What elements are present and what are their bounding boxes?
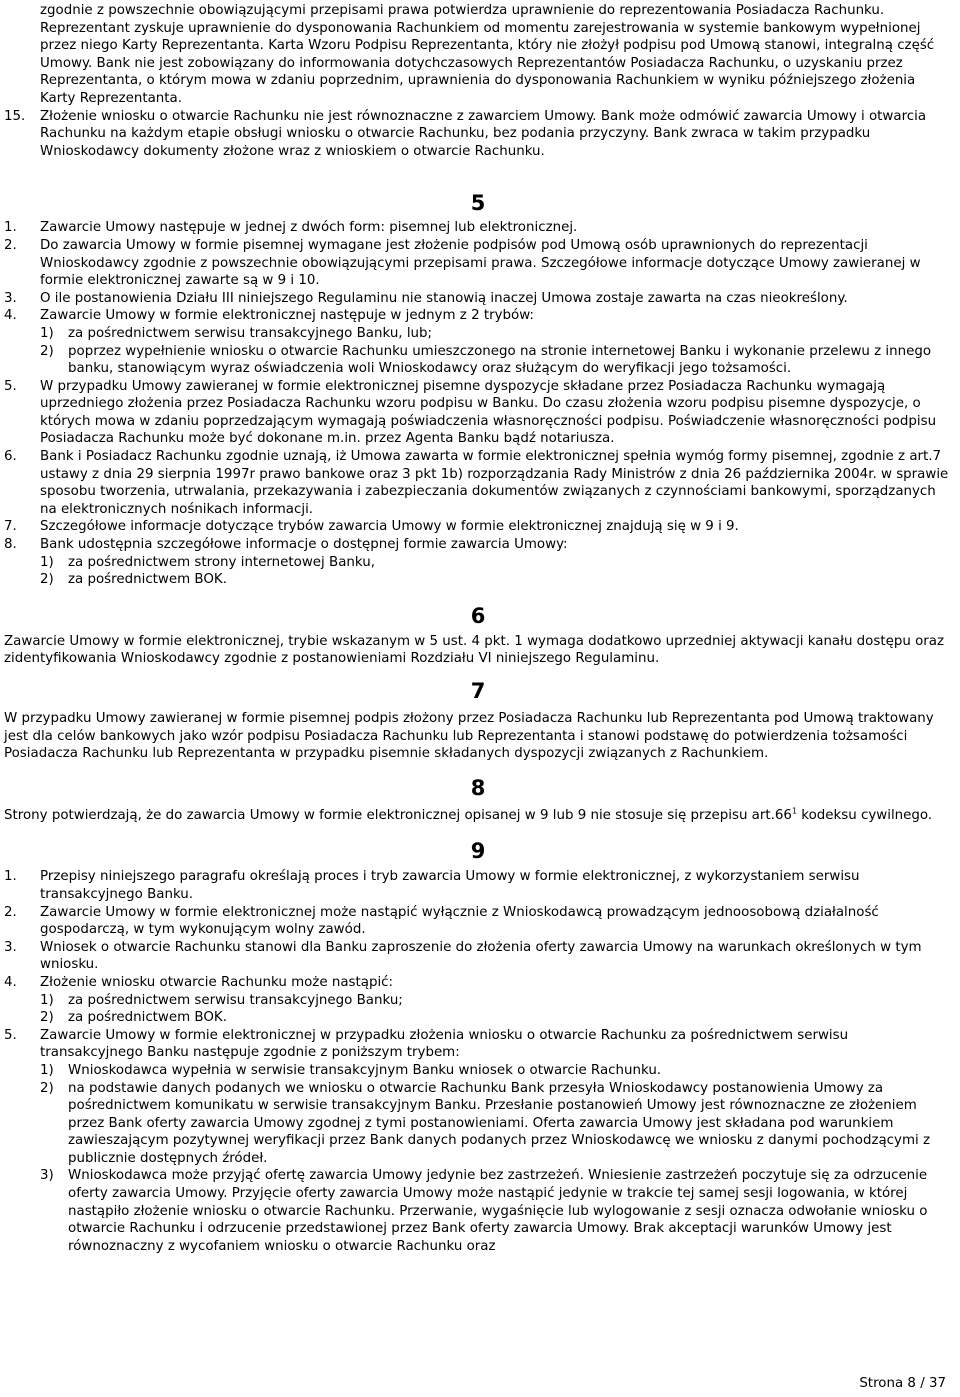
sub-item bbox=[4, 571, 952, 589]
item-text: Szczegółowe informacje dotyczące trybów zawarcia Umowy w formie elektronicznej znajdują się w 9 i 9. bbox=[40, 519, 739, 535]
sub-item bbox=[4, 1167, 952, 1255]
list-item bbox=[4, 290, 952, 308]
list-item bbox=[4, 974, 952, 992]
continuation-paragraph: zgodnie z powszechnie obowiązującymi przepisami prawa potwierdza uprawnienie do reprezentowania Posiadacza Rachunku. Reprezentant zyskuje uprawnienie do dysponowania Rachunkiem od momentu zarejestrowania w systemie bankowym wypełnionej przez niego Karty Reprezentanta. Karta Wzoru Podpisu Reprezentanta, który nie złożył podpisu pod Umową stanowi, integralną część Umowy. Bank nie jest zobowiązany do informowania dotychczasowych Reprezentantów Posiadacza Rachunku, o uzyskaniu przez Reprezentanta, o którym mowa w zdaniu poprzednim, uprawnienia do dysponowania Rachunkiem w wyniku późniejszego złożenia Karty Reprezentanta. bbox=[40, 3, 935, 106]
sub-item-number: 2) bbox=[40, 572, 54, 588]
section-7-paragraph: W przypadku Umowy zawieranej w formie pisemnej podpis złożony przez Posiadacza Rachunku lub Reprezentanta pod Umową traktowany jest dla celów bankowych jako wzór podpisu Posiadacza Rachunku lub Reprezentanta i stanowi podstawę do potwierdzenia tożsamości Posiadacza Rachunku lub Reprezentanta w przypadku pisemnie składanych dyspozycji związanych z Rachunkiem. bbox=[4, 711, 934, 762]
item-text: Wniosek o otwarcie Rachunku stanowi dla Banku zaproszenie do złożenia oferty zawarcia Umowy na warunkach określonych w tym wniosku. bbox=[40, 939, 922, 973]
item-text: Bank udostępnia szczegółowe informacje o dostępnej formie zawarcia Umowy: bbox=[40, 537, 568, 553]
list-item bbox=[4, 939, 952, 974]
item-text: Zawarcie Umowy w formie elektronicznej następuje w jednym z 2 trybów: bbox=[40, 308, 534, 324]
item-number: 3. bbox=[4, 939, 17, 955]
sub-item-number: 3) bbox=[40, 1168, 54, 1184]
sub-item-number: 2) bbox=[40, 343, 54, 359]
item-number: 3. bbox=[4, 290, 17, 306]
item-number: 1. bbox=[4, 220, 17, 236]
item-text: W przypadku Umowy zawieranej w formie elektronicznej pisemne dyspozycje składane przez Posiadacza Rachunku wymagają uprzedniego złożenia przez Posiadacza Rachunku wzoru podpisu w Banku. Do czasu złożenia wzoru podpisu pisemne dyspozycje, o których mowa w zdaniu poprzedzającym wymagają poświadczenia własnoręczności podpisu. Poświadczenie własnoręczności podpisu Posiadacza Rachunku może być dokonane m.in. przez Agenta Banku bądź notariusza. bbox=[40, 378, 937, 447]
sub-item bbox=[4, 343, 952, 378]
section-8-paragraph bbox=[4, 807, 952, 825]
page-number: Strona 8 / 37 bbox=[859, 1376, 946, 1392]
item-number: 2. bbox=[4, 904, 17, 920]
item-number: 1. bbox=[4, 869, 17, 885]
list-item bbox=[4, 108, 952, 161]
sub-item-text: Wnioskodawca może przyjąć ofertę zawarcia Umowy jedynie bez zastrzeżeń. Wniesienie zastrzeżeń poczytuje się za odrzucenie oferty zawarcia Umowy. Przyjęcie oferty zawarcia Umowy może nastąpić jedynie w trakcie tej samej sesji logowania, w której nastąpiło złożenie wniosku o otwarcie Rachunku. Przerwanie, wygaśnięcie lub wylogowanie z sesji oznacza odwołanie wniosku o otwarcie Rachunku i odrzucenie przedstawionej przez Bank oferty zawarcia Umowy. Brak akceptacji warunków Umowy jest równoznaczny z wycofaniem wniosku o otwarcie Rachunku oraz bbox=[68, 1168, 928, 1254]
section-heading-6: 6 bbox=[470, 603, 486, 628]
item-text: Zawarcie Umowy w formie elektronicznej może nastąpić wyłącznie z Wnioskodawcą prowadzącym jednoosobową działalność gospodarczą, w tym wykonującym wolny zawód. bbox=[40, 904, 879, 938]
item-text: Złożenie wniosku o otwarcie Rachunku nie jest równoznaczne z zawarciem Umowy. Bank może odmówić zawarcia Umowy i otwarcia Rachunku na każdym etapie obsługi wniosku o otwarcie Rachunku, bez podania przyczyny. Bank zwraca w takim przypadku Wnioskodawcy dokumenty złożone wraz z wnioskiem o otwarcie Rachunku. bbox=[40, 108, 927, 159]
item-number: 4. bbox=[4, 308, 17, 324]
sub-item-number: 2) bbox=[40, 1080, 54, 1096]
item-number: 4. bbox=[4, 974, 17, 990]
list-item bbox=[4, 219, 952, 237]
item-text: Przepisy niniejszego paragrafu określają proces i tryb zawarcia Umowy w formie elektronicznej, z wykorzystaniem serwisu transakcyjnego Banku. bbox=[40, 869, 860, 902]
sub-item bbox=[4, 1009, 952, 1027]
sub-item-text: za pośrednictwem BOK. bbox=[68, 1010, 227, 1026]
item-number: 5. bbox=[4, 378, 17, 394]
section-8-text-end: kodeksu cywilnego. bbox=[797, 807, 933, 823]
sub-item bbox=[4, 992, 952, 1010]
sub-item-number: 1) bbox=[40, 992, 54, 1008]
sub-item-text: za pośrednictwem serwisu transakcyjnego Banku; bbox=[68, 992, 403, 1008]
item-text: Bank i Posiadacz Rachunku zgodnie uznają, iż Umowa zawarta w formie elektronicznej spełnia wymóg formy pisemnej, zgodnie z art.7 ustawy z dnia 29 sierpnia 1997r prawo bankowe oraz 3 pkt 1b) rozporządzania Rady Ministrów z dnia 26 października 2004r. w sprawie sposobu tworzenia, utrwalania, przekazywania i zabezpieczania dokumentów związanych z czynnościami bankowymi, sporządzanych na elektronicznych nośnikach informacji. bbox=[40, 449, 949, 517]
sub-item-text: Wnioskodawca wypełnia w serwisie transakcyjnym Banku wniosek o otwarcie Rachunku. bbox=[68, 1062, 662, 1078]
sub-item-number: 1) bbox=[40, 554, 54, 570]
item-text: Zawarcie Umowy w formie elektronicznej w przypadku złożenia wniosku o otwarcie Rachunku za pośrednictwem serwisu transakcyjnego Banku następuje zgodnie z poniższym trybem: bbox=[40, 1027, 849, 1061]
item-number: 8. bbox=[4, 537, 17, 553]
item-number: 6. bbox=[4, 449, 17, 465]
section-8-text: Strony potwierdzają, że do zawarcia Umowy w formie elektronicznej opisanej w 9 lub 9 nie stosuje się przepisu art.66 bbox=[4, 807, 792, 823]
list-item bbox=[4, 868, 952, 903]
item-text: Do zawarcia Umowy w formie pisemnej wymagane jest złożenie podpisów pod Umową osób uprawnionych do reprezentacji Wnioskodawcy zgodnie z powszechnie obowiązującymi przepisami prawa. Szczegółowe informacje dotyczące Umowy zawieranej w formie elektronicznej zawarte są w 9 i 10. bbox=[40, 237, 921, 289]
section-heading-5: 5 bbox=[470, 191, 486, 216]
item-number: 2. bbox=[4, 237, 17, 253]
list-item bbox=[4, 448, 952, 518]
item-text: Złożenie wniosku otwarcie Rachunku może nastąpić: bbox=[40, 974, 394, 990]
list-item bbox=[4, 536, 952, 554]
sub-item bbox=[4, 554, 952, 572]
list-item bbox=[4, 237, 952, 290]
sub-item-number: 1) bbox=[40, 1062, 54, 1078]
footnote-superscript: 1 bbox=[791, 806, 798, 816]
section-heading-9: 9 bbox=[470, 839, 486, 864]
sub-item-text: za pośrednictwem serwisu transakcyjnego Banku, lub; bbox=[68, 325, 433, 341]
section-6-paragraph: Zawarcie Umowy w formie elektronicznej, trybie wskazanym w 5 ust. 4 pkt. 1 wymaga dodatkowo uprzedniej aktywacji kanału dostępu oraz zidentyfikowania Wnioskodawcy zgodnie z postanowieniami Rozdziału VI niniejszego Regulaminu. bbox=[4, 633, 945, 667]
list-item bbox=[4, 378, 952, 448]
item-number: 15. bbox=[4, 108, 26, 124]
list-item bbox=[4, 307, 952, 325]
list-item bbox=[4, 518, 952, 536]
document-body bbox=[4, 2, 952, 1255]
sub-item-text: za pośrednictwem strony internetowej Banku, bbox=[68, 554, 375, 570]
sub-item-text: na podstawie danych podanych we wniosku o otwarcie Rachunku Bank przesyła Wnioskodawcy postanowienia Umowy za pośrednictwem komunikatu w serwisie transakcyjnym Banku. Przesłanie postanowień Umowy jest równoznaczne ze złożeniem przez Bank oferty zawarcia Umowy zgodnej z tymi postanowieniami. Oferta zawarcia Umowy jest składana pod warunkiem zawieszającym pozytywnej weryfikacji przez Bank danych podanych przez Wnioskodawcę we wniosku z danymi pochodzącymi z publicznie dostępnych źródeł. bbox=[68, 1080, 931, 1166]
list-item bbox=[4, 1027, 952, 1062]
item-text: O ile postanowienia Działu III niniejszego Regulaminu nie stanowią inaczej Umowa zostaje zawarta na czas nieokreślony. bbox=[40, 290, 848, 306]
section-heading-7: 7 bbox=[470, 679, 486, 703]
sub-item-text: poprzez wypełnienie wniosku o otwarcie Rachunku umieszczonego na stronie internetowej Banku i wykonanie przelewu z innego banku, stanowiącym wyraz oświadczenia woli Wnioskodawcy oraz służącym do weryfikacji jego tożsamości. bbox=[68, 343, 932, 377]
list-item bbox=[4, 904, 952, 939]
item-number: 5. bbox=[4, 1027, 17, 1043]
section-heading-8: 8 bbox=[470, 775, 486, 800]
sub-item-number: 2) bbox=[40, 1010, 54, 1026]
item-number: 7. bbox=[4, 519, 17, 535]
sub-item-number: 1) bbox=[40, 325, 54, 341]
sub-item bbox=[4, 1080, 952, 1168]
sub-item-text: za pośrednictwem BOK. bbox=[68, 572, 227, 588]
sub-item bbox=[4, 1062, 952, 1080]
sub-item bbox=[4, 325, 952, 343]
item-text: Zawarcie Umowy następuje w jednej z dwóch form: pisemnej lub elektronicznej. bbox=[40, 220, 578, 236]
